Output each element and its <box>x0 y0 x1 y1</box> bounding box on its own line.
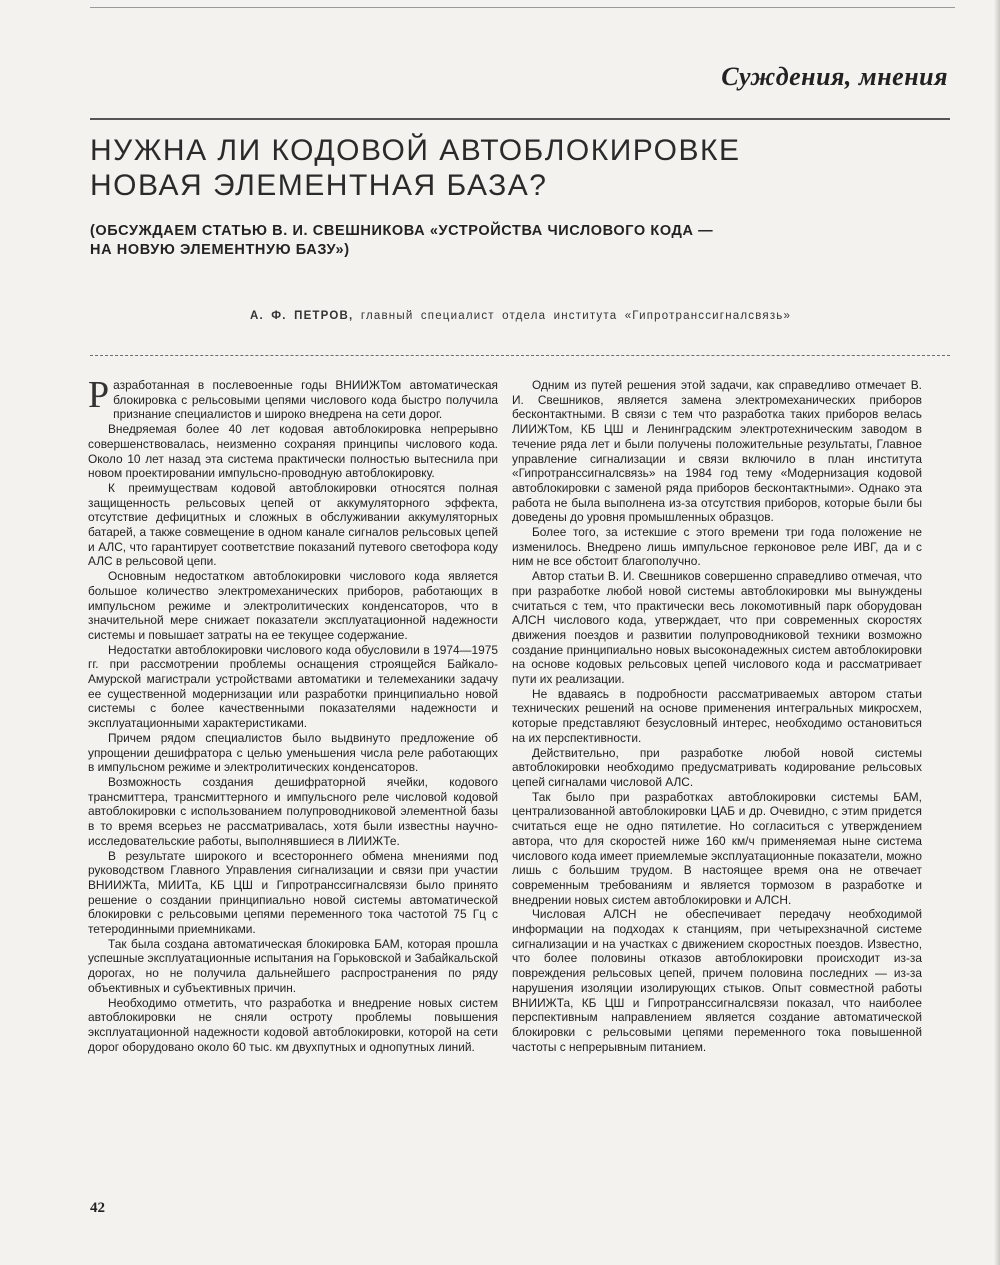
paragraph: Числовая АЛСН не обеспечивает передачу необходимой информации на подходах к станциям, при четырехзначной системе сигнализации и на участках с движением скоростных поездов. Известно, что более половины отказов автоблокировки происходит из-за повреждения рельсовых цепей, причем половина последних — из-за нарушения изоляции изолирующих стыков. Опыт совместной работы ВНИИЖТа, КБ ЦШ и Гипротранссигналсвязи показал, что наиболее перспективным направлением является создание автоматической блокировки с рельсовыми цепями переменного тока повышенной частоты с непрерывным питанием. <box>512 907 922 1054</box>
article-subtitle-line-1: (ОБСУЖДАЕМ СТАТЬЮ В. И. СВЕШНИКОВА «УСТРОЙСТВА ЧИСЛОВОГО КОДА — <box>90 223 714 239</box>
article-subtitle <box>90 222 860 260</box>
paragraph: Недостатки автоблокировки числового кода обусловили в 1974—1975 гг. при рассмотрении проблемы оснащения строящейся Байкало-Амурской магистрали устройствами автоматики и телемеханики задачу ее существенной модернизации или разработки принципиально новой системы с более качественными показателями надежности и эксплуатационными характеристиками. <box>88 642 498 731</box>
paragraph: Возможность создания дешифраторной ячейки, кодового трансмиттера, трансмиттерного и импульсного реле числовой кодовой автоблокировки с использованием полупроводниковой элементной базы в то время всерьез не рассматривалась, хотя были известны научно-исследовательские работы, выполнявшиеся в ЛИИЖТе. <box>88 774 498 848</box>
article-title <box>90 133 890 203</box>
paragraph <box>88 374 498 422</box>
paragraph: Не вдаваясь в подробности рассматриваемых автором статьи технических решений на основе применения интегральных микросхем, которые представляют безусловный интерес, необходимо остановиться на их перспективности. <box>512 686 922 745</box>
right-column <box>512 378 922 1054</box>
author-title: главный специалист отдела института «Гипротранссигналсвязь» <box>360 310 792 322</box>
article-title-line-1: НУЖНА ЛИ КОДОВОЙ АВТОБЛОКИРОВКЕ <box>90 134 741 167</box>
paragraph: Причем рядом специалистов было выдвинуто предложение об упрощении дешифратора с целью уменьшения числа реле работающих в импульсном режиме и электролитических конденсаторов. <box>88 730 498 775</box>
page-edge-shadow <box>994 0 1000 1265</box>
paragraph: Основным недостатком автоблокировки числового кода является большое количество электромеханических приборов, работающих в импульсном режиме и электролитических конденсаторов, что в значительной мере снижает показатели эксплуатационной надежности системы и повышает затраты на ее текущее содержание. <box>88 569 498 642</box>
paragraph: Необходимо отметить, что разработка и внедрение новых систем автоблокировки не сняли остроту проблемы повышения эксплуатационной надежности кодовой автоблокировки, которой на сети дорог оборудовано около 60 тыс. км двухпутных и однопутных линий. <box>88 995 498 1054</box>
paragraph: Одним из путей решения этой задачи, как справедливо отмечает В. И. Свешников, является замена электромеханических приборов бесконтактными. В связи с тем что разработка таких приборов велась ЛИИЖТом, КБ ЦШ и Ленинградским электротехническим заводом в течение ряда лет и были получены положительные результаты, Главное управление сигнализации и связи включило в план института «Гипротранссигналсвязь» на 1984 год тему «Модернизация кодовой автоблокировки с заменой ряда приборов бесконтактными». Однако эта работа не была выполнена из-за отсутствия приборов, которые были бы доведены до уровня промышленных образцов. <box>512 378 922 525</box>
paragraph: Так была создана автоматическая блокировка БАМ, которая прошла успешные эксплуатационные испытания на Горьковской и Забайкальской дорогах, но не получила дальнейшего распространения по ряду объективных и субъективных причин. <box>88 936 498 995</box>
article-title-line-2: НОВАЯ ЭЛЕМЕНТНАЯ БАЗА? <box>90 169 548 202</box>
paragraph: Более того, за истекшие с этого времени три года положение не изменилось. Внедрено лишь импульсное герконовое реле ИВГ, да и с ним не все обстоит благополучно. <box>512 525 922 569</box>
header-rule <box>90 118 950 120</box>
paragraph: Так было при разработках автоблокировки системы БАМ, централизованной автоблокировки ЦАБ и др. Очевидно, с этим придется считаться еще не одно пятилетие. Но согласиться с утверждением автора, что для скоростей ниже 160 км/ч применяемая ныне система числового кода имеет приемлемые эксплуатационные показатели, можно лишь с большим трудом. В настоящее время она не отвечает современным требованиям и является тормозом в разработке и внедрении новых систем автоблокировки и АЛСН. <box>512 789 922 907</box>
drop-cap: Р <box>88 374 110 416</box>
author-byline <box>250 310 910 322</box>
left-column <box>88 374 498 1054</box>
paragraph: Внедряемая более 40 лет кодовая автоблокировка непрерывно совершенствовалась, неизменно сохраняя принципы числового кода. Около 10 лет назад эта система практически полностью вытеснила при новом проектировании импульсно-проводную автоблокировку. <box>88 422 498 481</box>
top-edge-line <box>90 7 955 8</box>
paragraph: К преимуществам кодовой автоблокировки относятся полная защищенность рельсовых цепей от аккумуляторного эффекта, отсутствие дефицитных и сложных в обслуживании аккумуляторных батарей, а также совмещение в одном канале сигналов рельсовых цепей и АЛС, что гарантирует соответствие показаний путевого светофора коду АЛС в рельсовой цепи. <box>88 480 498 569</box>
paragraph: В результате широкого и всестороннего обмена мнениями под руководством Главного Управления сигнализации и связи при участии ВНИИЖТа, МИИТа, КБ ЦШ и Гипротранссигналсвязи было принято решение о создании принципиально новой системы автоматической блокировки с рельсовыми цепями переменного тока частотой 75 Гц с тетеродинными приемниками. <box>88 848 498 937</box>
byline-rule <box>90 355 950 356</box>
paragraph: Автор статьи В. И. Свешников совершенно справедливо отмечая, что при разработке любой новой системы автоблокировки мы вынуждены считаться с тем, что практически весь локомотивный парк оборудован АЛСН числового кода, утверждает, что при современных скоростях движения поездов и развитии полупроводниковой техники возможно создание принципиально новых высоконадежных систем автоблокировки на основе кодовых рельсовых цепей числового кода и рассматривает пути их реализации. <box>512 569 922 687</box>
paragraph-text: азработанная в послевоенные годы ВНИИЖТом автоматическая блокировка с рельсовыми цепями числового кода быстро получила признание специалистов и широко внедрена на сети дорог. <box>113 378 498 422</box>
article-subtitle-line-2: НА НОВУЮ ЭЛЕМЕНТНУЮ БАЗУ») <box>90 242 350 258</box>
section-rubric: Суждения, мнения <box>721 62 948 91</box>
paragraph: Действительно, при разработке любой новой системы автоблокировки необходимо предусматривать кодирование рельсовых цепей сигналами числовой АЛС. <box>512 745 922 789</box>
page-number: 42 <box>90 1200 105 1216</box>
author-name: А. Ф. ПЕТРОВ, <box>250 310 354 322</box>
